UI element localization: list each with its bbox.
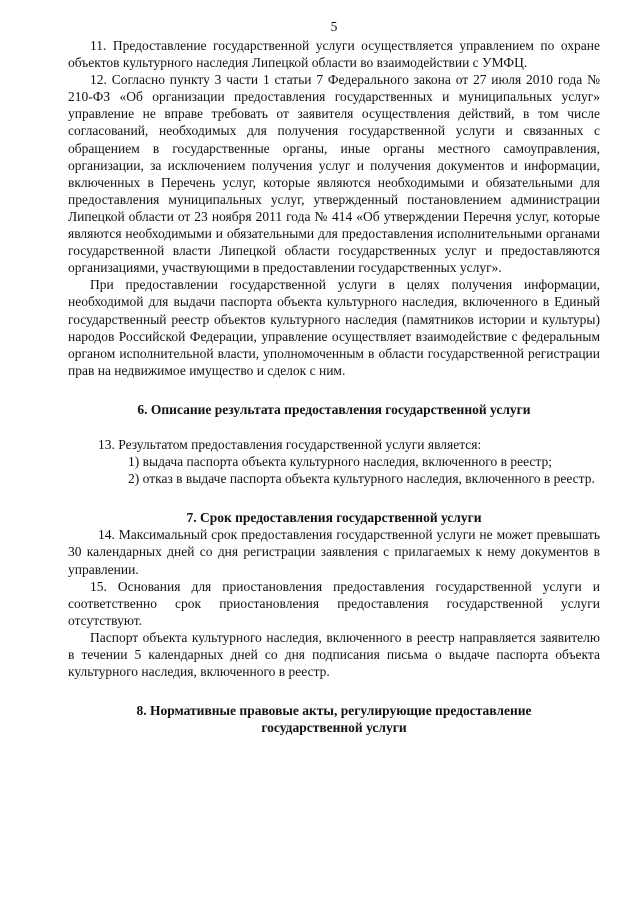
- spacer: [68, 680, 600, 702]
- spacer: [68, 418, 600, 436]
- paragraph-15: 15. Основания для приостановления предоставления государственной услуги и соответственно срок приостановления предоставления государственной услуги отсутствуют.: [68, 578, 600, 628]
- result-item-1: 1) выдача паспорта объекта культурного наследия, включенного в реестр;: [128, 454, 552, 470]
- paragraph-interaction: При предоставлении государственной услуги в целях получения информации, необходимой для выдачи паспорта объекта культурного наследия, включенного в Единый государственный реестр объектов культурного наследия (памятников истории и культуры) народов Российской Федерации, управление осуществляет взаимодействие с федеральным органом исполнительной власти, уполномоченным в области государственной регистрации прав на недвижимое имущество и сделок с ним.: [68, 277, 600, 378]
- paragraph-12: 12. Согласно пункту 3 части 1 статьи 7 Федерального закона от 27 июля 2010 года № 210-ФЗ «Об организации предоставления государственных и муниципальных услуг» управление не вправе требовать от заявителя осуществления действий, в том числе согласований, необходимых для получения государственной услуги и связанных с обращением в государственные органы, иные органы местного самоуправления, организации, за исключением получения услуг и получения документов и информации, включенных в Перечень услуг, которые являются необходимыми и обязательными для предоставления муниципальных услуг, утвержденный постановлением администрации Липецкой области от 23 ноября 2011 года № 414 «Об утверждении Перечня услуг, которые являются необходимыми и обязательными для предоставления исполнительными органами государственной власти Липецкой области государственных услуг и предоставляются организациями, участвующими в предоставлении государственных услуг».: [68, 72, 600, 276]
- spacer: [68, 487, 600, 509]
- result-item-2: 2) отказ в выдаче паспорта объекта культурного наследия, включенного в реестр.: [128, 471, 595, 487]
- paragraph-11: 11. Предоставление государственной услуги осуществляется управлением по охране объектов культурного наследия Липецкой области во взаимодействии с УМФЦ.: [68, 38, 600, 71]
- section-6-heading: 6. Описание результата предоставления государственной услуги: [137, 401, 531, 417]
- section-7-heading: 7. Срок предоставления государственной услуги: [186, 510, 482, 526]
- paragraph-14: 14. Максимальный срок предоставления государственной услуги не может превышать 30 календарных дней со дня регистрации заявления с прилагаемых к нему документов в управлении.: [68, 527, 600, 577]
- paragraph-13: 13. Результатом предоставления государственной услуги является:: [98, 436, 482, 452]
- paragraph-passport-delivery: Паспорт объекта культурного наследия, включенного в реестр направляется заявителю в течении 5 календарных дней со дня подписания письма о выдаче паспорта объекта культурного наследия, включенного в реестр.: [68, 629, 600, 680]
- section-8-heading-line2: государственной услуги: [261, 720, 407, 736]
- spacer: [68, 379, 600, 401]
- page-number: 5: [330, 19, 338, 34]
- section-8-heading-line1: 8. Нормативные правовые акты, регулирующие предоставление: [136, 703, 532, 719]
